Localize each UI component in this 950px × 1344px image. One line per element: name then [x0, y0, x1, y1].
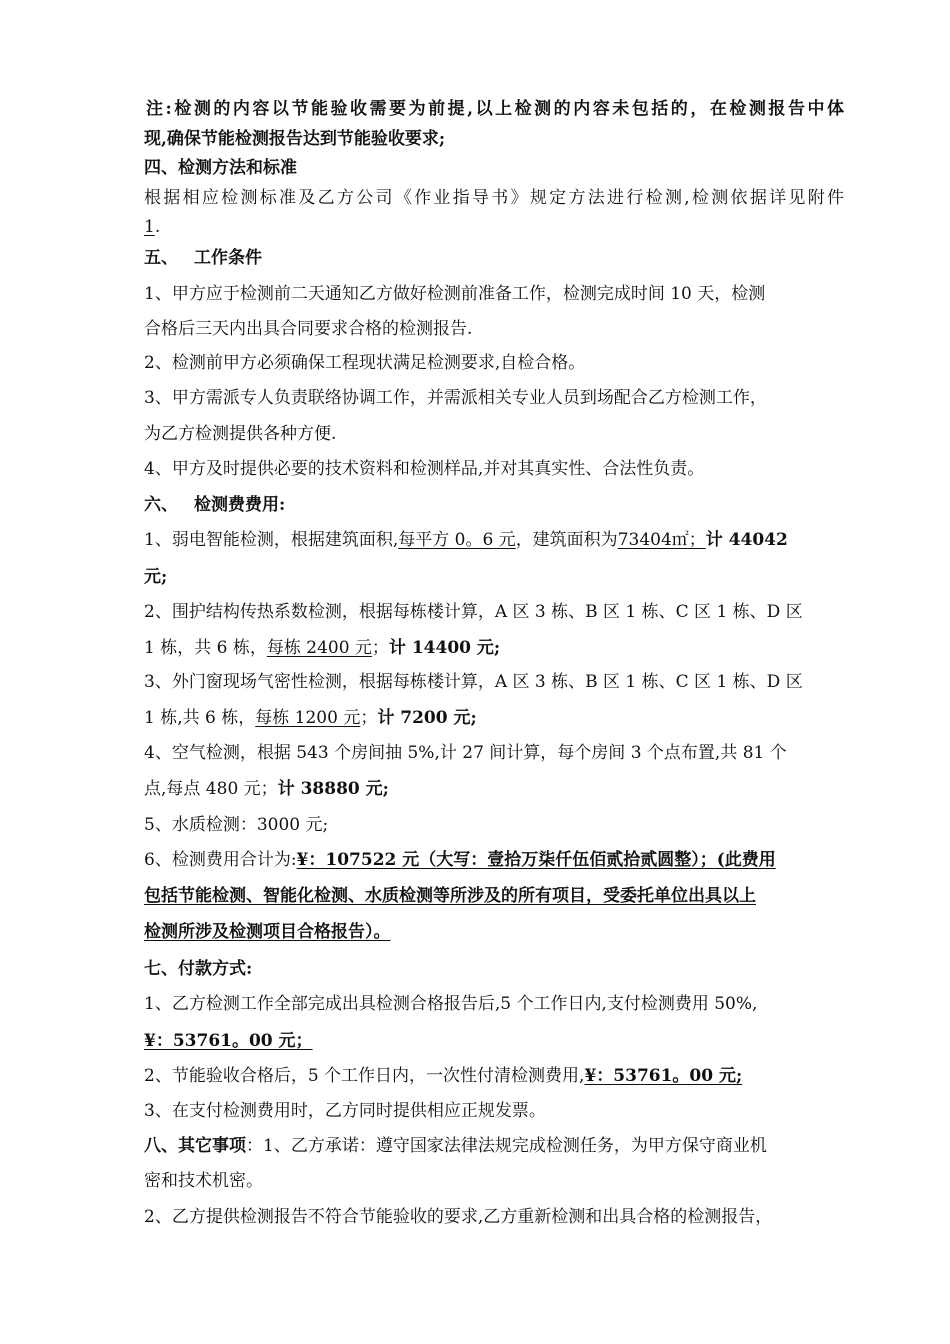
- section8-line2: 密和技术机密。: [144, 1171, 263, 1191]
- note-text-2: 现,确保节能检测报告达到节能验收要求;: [144, 129, 446, 149]
- section4-body-line1: 根据相应检测标准及乙方公司《作业指导书》规定方法进行检测,检测依据详见附件: [144, 188, 844, 208]
- note-text-1: 注:检测的内容以节能验收需要为前提,以上检测的内容未包括的，在检测报告中体: [146, 99, 844, 119]
- item3-total: 计 7200 元;: [377, 708, 477, 728]
- payment2-amount: ¥：53761。00 元;: [584, 1066, 743, 1086]
- payment2-text: 2、节能验收合格后，5 个工作日内，一次性付清检测费用,: [144, 1066, 585, 1086]
- section6-item6-line3: 检测所涉及检测项目合格报告）。: [144, 922, 391, 942]
- item3-unit-price: 每栋 1200 元: [255, 708, 361, 728]
- section8-line1: [144, 1135, 844, 1157]
- item1-total: 计 44042: [705, 530, 788, 550]
- section8-item2-line1: 2、乙方提供检测报告不符合节能验收的要求,乙方重新检测和出具合格的检测报告，: [144, 1207, 773, 1227]
- section6-item1-line1: [144, 529, 844, 551]
- item6-total: ¥：107522 元（大写：壹拾万柒仟伍佰贰拾贰圆整）；(此费用: [296, 850, 776, 870]
- section6-item3-line2: [144, 707, 844, 729]
- section7-item1-line2: ¥：53761。00 元；: [144, 1031, 313, 1051]
- item6-text-a: 6、检测费用合计为:: [144, 850, 297, 870]
- section6-item4-line2: [144, 778, 844, 800]
- section8-line1-text: ：1、乙方承诺：遵守国家法律法规完成检测任务，为甲方保守商业机: [246, 1136, 767, 1156]
- section4-body-end: .: [154, 217, 161, 237]
- item3-text-b: ；: [360, 708, 378, 728]
- section5-item3-line2: 为乙方检测提供各种方便.: [144, 424, 337, 444]
- attachment-ref: 1: [144, 217, 155, 237]
- section5-title: 工作条件: [194, 248, 262, 268]
- section4-heading: 四、检测方法和标准: [144, 158, 297, 178]
- section5-item3-line1: 3、甲方需派专人负责联络协调工作，并需派相关专业人员到场配合乙方检测工作，: [144, 388, 767, 408]
- section6-num: 六、: [144, 495, 178, 515]
- item1-text-b: ，建筑面积为: [515, 530, 618, 550]
- section4-body-line2: [144, 216, 844, 238]
- item4-text-a: 点,每点 480 元；: [144, 779, 278, 799]
- note-line-2: [144, 128, 844, 150]
- section6-item2-line1: 2、围护结构传热系数检测，根据每栋楼计算，A 区 3 栋、B 区 1 栋、C 区 1 栋、D 区: [144, 602, 803, 622]
- section5-num: 五、: [144, 248, 178, 268]
- item4-total: 计 38880 元;: [277, 779, 389, 799]
- section6-heading: [144, 494, 844, 516]
- section8-heading: 八、其它事项: [144, 1136, 246, 1156]
- item1-unit-price: 每平方 0。6 元: [398, 530, 516, 550]
- item2-total: 计 14400 元;: [388, 638, 501, 658]
- section6-item5: 5、水质检测：3000 元;: [144, 815, 329, 835]
- item2-unit-price: 每栋 2400 元: [266, 638, 372, 658]
- item2-text-a: 1 栋，共 6 栋，: [144, 638, 267, 658]
- section7-item3: 3、在支付检测费用时，乙方同时提供相应正规发票。: [144, 1101, 546, 1121]
- section7-item1-line1: 1、乙方检测工作全部完成出具检测合格报告后,5 个工作日内,支付检测费用 50%,: [144, 994, 758, 1014]
- section6-item6-line1: [144, 849, 844, 871]
- section6-item3-line1: 3、外门窗现场气密性检测，根据每栋楼计算，A 区 3 栋、B 区 1 栋、C 区 1 栋、D 区: [144, 672, 803, 692]
- note-line-1: [144, 98, 844, 120]
- section6-item2-line2: [144, 637, 844, 659]
- item2-text-b: ；: [371, 638, 389, 658]
- section7-item2: [144, 1065, 844, 1087]
- item1-text-a: 1、弱电智能检测，根据建筑面积,: [144, 530, 399, 550]
- section5-item2: 2、检测前甲方必须确保工程现状满足检测要求,自检合格。: [144, 353, 586, 373]
- item1-area: 73404㎡；: [617, 530, 706, 550]
- section5-item1-line1: 1、甲方应于检测前二天通知乙方做好检测前准备工作，检测完成时间 10 天，检测: [144, 284, 766, 304]
- section6-item6-line2: 包括节能检测、智能化检测、水质检测等所涉及的所有项目，受委托单位出具以上: [144, 886, 756, 906]
- item3-text-a: 1 栋,共 6 栋，: [144, 708, 256, 728]
- section5-item4: 4、甲方及时提供必要的技术资料和检测样品,并对其真实性、合法性负责。: [144, 459, 705, 479]
- section6-title: 检测费费用:: [194, 495, 286, 515]
- section6-item1-line2: 元;: [144, 567, 168, 587]
- section7-heading: 七、付款方式:: [144, 959, 253, 979]
- section5-item1-line2: 合格后三天内出具合同要求合格的检测报告.: [144, 319, 473, 339]
- section5-heading: [144, 247, 844, 269]
- section6-item4-line1: 4、空气检测，根据 543 个房间抽 5%,计 27 间计算，每个房间 3 个点布置,共 81 个: [144, 743, 787, 763]
